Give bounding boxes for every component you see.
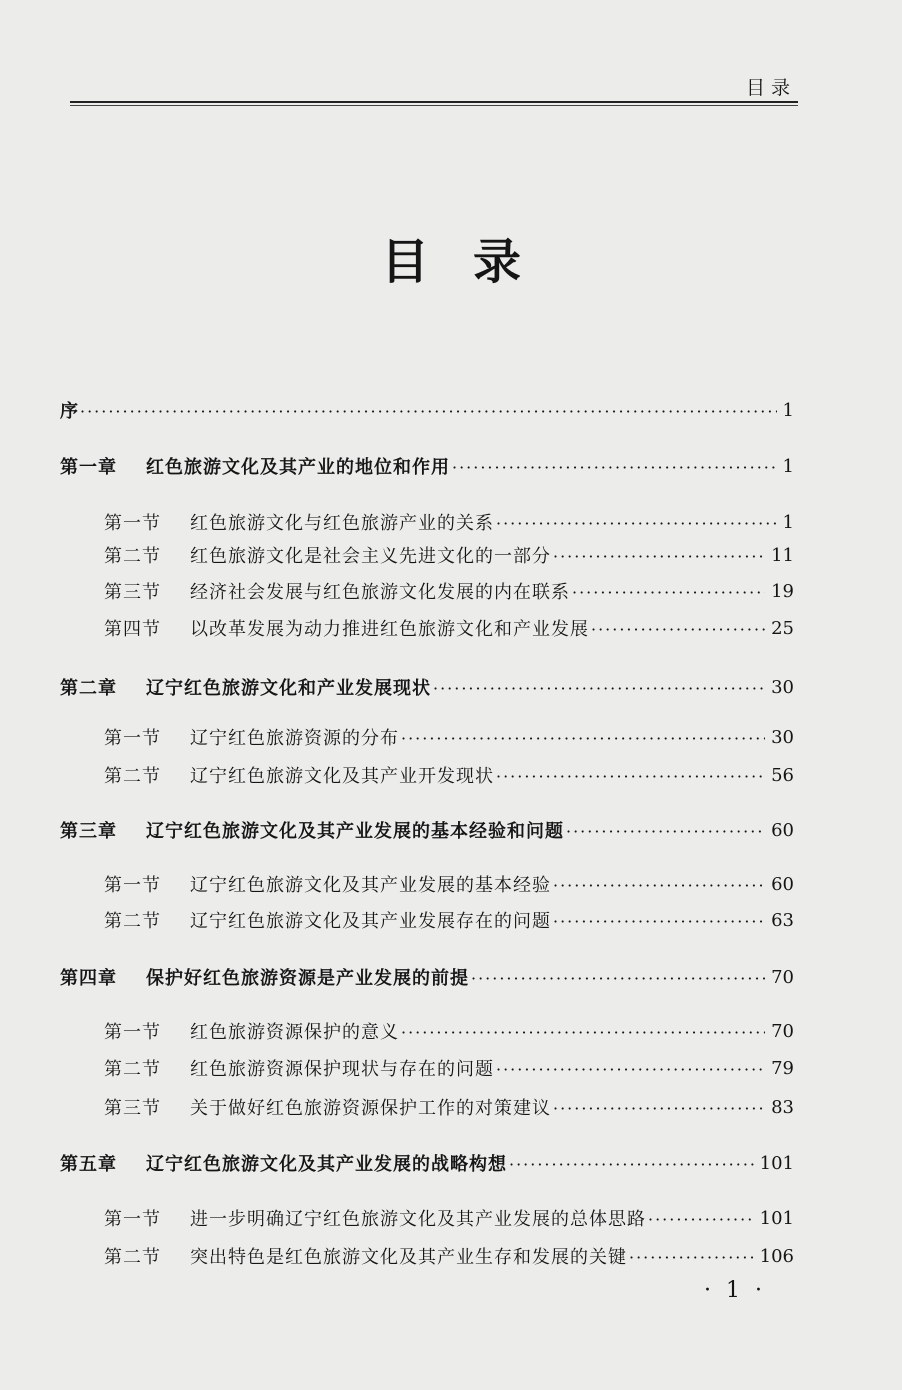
dot-leader xyxy=(496,1061,765,1079)
toc-page-number: 101 xyxy=(759,1152,794,1174)
toc-page-number: 79 xyxy=(771,1057,794,1079)
dot-leader xyxy=(433,680,765,698)
dot-leader xyxy=(553,877,765,895)
toc-section-label: 第三节 xyxy=(104,582,161,603)
toc-section-label: 第二节 xyxy=(104,766,161,787)
toc-chapter-label: 第二章 xyxy=(60,678,117,699)
toc-entry-label: 序 xyxy=(60,401,78,422)
toc-page-number: 60 xyxy=(771,873,794,895)
dot-leader xyxy=(471,970,765,988)
toc-entry-section[interactable] xyxy=(104,1241,794,1271)
toc-page-number: 25 xyxy=(771,617,794,639)
dot-leader xyxy=(80,403,777,421)
toc-chapter-title: 辽宁红色旅游文化及其产业发展的基本经验和问题 xyxy=(146,821,564,842)
page-folio: · 1 · xyxy=(704,1278,766,1303)
toc-section-title: 辽宁红色旅游文化及其产业发展存在的问题 xyxy=(190,911,551,932)
toc-entry-section[interactable] xyxy=(104,869,794,899)
toc-chapter-label: 第四章 xyxy=(60,968,117,989)
toc-page-number: 70 xyxy=(771,1020,794,1042)
toc-entry-section[interactable] xyxy=(104,507,794,537)
toc-entry-section[interactable] xyxy=(104,1203,794,1233)
running-header: 目录 xyxy=(745,77,796,99)
toc-entry-section[interactable] xyxy=(104,905,794,935)
toc-page-number: 60 xyxy=(771,819,794,841)
toc-page-number: 19 xyxy=(771,580,794,602)
dot-leader xyxy=(553,913,765,931)
toc-entry-section[interactable] xyxy=(104,540,794,570)
toc-section-title: 辽宁红色旅游文化及其产业发展的基本经验 xyxy=(190,875,551,896)
toc-entry-section[interactable] xyxy=(104,722,794,752)
toc-page-number: 30 xyxy=(771,676,794,698)
toc-section-label: 第四节 xyxy=(104,619,161,640)
toc-section-title: 红色旅游文化是社会主义先进文化的一部分 xyxy=(190,546,551,567)
toc-page-number: 30 xyxy=(771,726,794,748)
toc-section-label: 第一节 xyxy=(104,1022,161,1043)
toc-section-label: 第一节 xyxy=(104,875,161,896)
toc-section-title: 以改革发展为动力推进红色旅游文化和产业发展 xyxy=(190,619,589,640)
toc-section-title: 红色旅游文化与红色旅游产业的关系 xyxy=(190,513,494,534)
dot-leader xyxy=(496,515,777,533)
toc-section-label: 第二节 xyxy=(104,911,161,932)
dot-leader xyxy=(648,1211,754,1229)
toc-section-title: 辽宁红色旅游资源的分布 xyxy=(190,728,399,749)
dot-leader xyxy=(572,584,765,602)
toc-section-label: 第二节 xyxy=(104,1247,161,1268)
dot-leader xyxy=(509,1156,754,1174)
dot-leader xyxy=(401,1024,765,1042)
toc-page-number: 56 xyxy=(771,764,794,786)
toc-chapter-title: 红色旅游文化及其产业的地位和作用 xyxy=(146,457,450,478)
dot-leader xyxy=(566,823,765,841)
toc-page-number: 101 xyxy=(759,1207,794,1229)
dot-leader xyxy=(452,459,777,477)
toc-entry-section[interactable] xyxy=(104,760,794,790)
toc-entry-chapter-4[interactable] xyxy=(60,962,794,992)
toc-chapter-title: 保护好红色旅游资源是产业发展的前提 xyxy=(146,968,469,989)
toc-entry-section[interactable] xyxy=(104,1016,794,1046)
toc-section-label: 第一节 xyxy=(104,513,161,534)
dot-leader xyxy=(629,1249,754,1267)
toc-page-number: 70 xyxy=(771,966,794,988)
toc-section-title: 突出特色是红色旅游文化及其产业生存和发展的关键 xyxy=(190,1247,627,1268)
toc-chapter-label: 第五章 xyxy=(60,1154,117,1175)
toc-page-number: 106 xyxy=(759,1245,794,1267)
toc-entry-section[interactable] xyxy=(104,1092,794,1122)
dot-leader xyxy=(401,730,765,748)
toc-page-number: 1 xyxy=(782,399,794,421)
toc-entry-section[interactable] xyxy=(104,613,794,643)
toc-entry-preface[interactable] xyxy=(60,395,794,425)
toc-entry-chapter-3[interactable] xyxy=(60,815,794,845)
toc-section-label: 第二节 xyxy=(104,546,161,567)
toc-section-label: 第三节 xyxy=(104,1098,161,1119)
dot-leader xyxy=(553,1100,765,1118)
toc-page-number: 63 xyxy=(771,909,794,931)
toc-chapter-label: 第一章 xyxy=(60,457,117,478)
toc-section-title: 红色旅游资源保护的意义 xyxy=(190,1022,399,1043)
toc-page-number: 1 xyxy=(782,511,794,533)
dot-leader xyxy=(553,548,765,566)
toc-entry-chapter-2[interactable] xyxy=(60,672,794,702)
toc-section-label: 第一节 xyxy=(104,728,161,749)
toc-section-label: 第一节 xyxy=(104,1209,161,1230)
toc-entry-section[interactable] xyxy=(104,1053,794,1083)
toc-section-title: 辽宁红色旅游文化及其产业开发现状 xyxy=(190,766,494,787)
dot-leader xyxy=(591,621,765,639)
page-title: 目录 xyxy=(380,234,565,290)
toc-entry-section[interactable] xyxy=(104,576,794,606)
toc-entry-chapter-1[interactable] xyxy=(60,451,794,481)
toc-page-number: 1 xyxy=(782,455,794,477)
toc-entry-chapter-5[interactable] xyxy=(60,1148,794,1178)
toc-chapter-label: 第三章 xyxy=(60,821,117,842)
toc-section-title: 经济社会发展与红色旅游文化发展的内在联系 xyxy=(190,582,570,603)
toc-section-title: 红色旅游资源保护现状与存在的问题 xyxy=(190,1059,494,1080)
toc-page-number: 11 xyxy=(771,544,794,566)
toc-section-title: 进一步明确辽宁红色旅游文化及其产业发展的总体思路 xyxy=(190,1209,646,1230)
toc-section-title: 关于做好红色旅游资源保护工作的对策建议 xyxy=(190,1098,551,1119)
toc-section-label: 第二节 xyxy=(104,1059,161,1080)
toc-chapter-title: 辽宁红色旅游文化及其产业发展的战略构想 xyxy=(146,1154,507,1175)
dot-leader xyxy=(496,768,765,786)
toc-chapter-title: 辽宁红色旅游文化和产业发展现状 xyxy=(146,678,431,699)
toc-page-number: 83 xyxy=(771,1096,794,1118)
